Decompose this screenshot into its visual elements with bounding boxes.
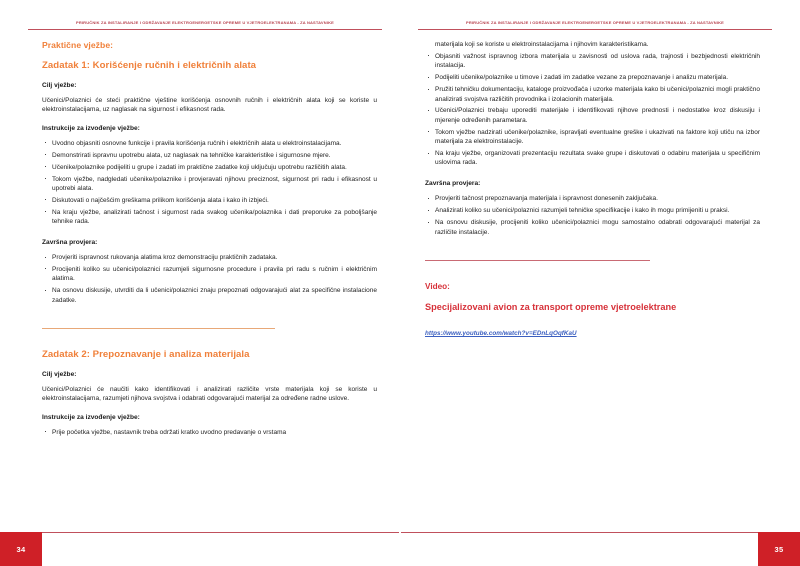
task1-goal-label: Cilj vježbe:	[42, 82, 77, 89]
right-text-column	[425, 40, 760, 340]
list-item: · Na kraju vježbe, organizovati prezentaciju rezultata svake grupe i diskutovati o odabiru materijala u specifičnim uslovima rada.	[425, 149, 760, 168]
page-gutter	[399, 0, 401, 566]
right-final-check-list	[425, 194, 760, 237]
list-item: · Uvodno objasniti osnovne funkcije i pravila korišćenja ručnih i električnih alata u elektroinstalacijama.	[42, 139, 377, 148]
right-instructions-list	[425, 40, 760, 168]
task1-instructions-label: Instrukcije za izvođenje vježbe:	[42, 124, 140, 132]
list-item: · Procijeniti koliko su učenici/polaznici razumjeli sigurnosne procedure i pravila pri radu s ručnim i električnim alatima.	[42, 265, 377, 284]
list-item: · Učenike/polaznike podijeliti u grupe i zadati im praktične zadatke koji uključuju upotrebu različitih alata.	[42, 163, 377, 172]
running-header-right	[418, 20, 772, 34]
footer-rule	[28, 532, 400, 533]
task2-instructions-list	[42, 428, 377, 437]
list-item: · Diskutovati o najčešćim greškama prilikom korišćenja alata i kako ih izbjeći.	[42, 196, 377, 205]
footer-rule	[400, 532, 772, 533]
page-number-left: 34	[0, 532, 42, 566]
list-item: · Na osnovu diskusije, procijeniti koliko učenici/polaznici mogu samostalno odabrati odgovarajući materijal za različite instalacije.	[425, 218, 760, 237]
list-item: · Prije početka vježbe, nastavnik treba održati kratko uvodno predavanje o vrstama	[42, 428, 377, 437]
page-right	[400, 0, 800, 566]
task1-final-check-label: Završna provjera:	[42, 239, 98, 247]
video-url-link[interactable]: https://www.youtube.com/watch?v=EDnLqOqfKaU	[425, 330, 577, 337]
task2-title: Zadatak 2: Prepoznavanje i analiza materijala	[42, 348, 250, 360]
list-item: · Učenici/Polaznici trebaju uporediti materijale i identifikovati njihove prednosti i nedostatke kroz diskusiju i mjerenje određenih parametara.	[425, 106, 760, 125]
left-text-column	[42, 40, 377, 440]
video-title: Specijalizovani avion za transport opreme vjetroelektrane	[425, 302, 677, 312]
task1-final-check-list	[42, 253, 377, 305]
task1-goal-text: Učenici/Polaznici će steći praktične vještine korišćenja osnovnih ručnih i električnih alata koji se koriste u elektroinstalacijama, uz naglasak na sigurnost i efikasnost rada.	[42, 97, 377, 114]
list-item: · Tokom vježbe nadzirati učenike/polaznike, ispravljati eventualne greške i ukazivati na faktore koji utiču na izbor materijala za elektroinstalacije.	[425, 128, 760, 147]
list-item: · Provjeriti tačnost prepoznavanja materijala i ispravnost donesenih zaključaka.	[425, 194, 760, 203]
list-item: · Demonstrirati ispravnu upotrebu alata, uz naglasak na tehničke karakteristike i sigurnosne mjere.	[42, 151, 377, 160]
list-item: · Tokom vježbe, nadgledati učenike/polaznike i provjeravati njihovu preciznost, sigurnost pri radu i efikasnost u upotrebi alata.	[42, 175, 377, 194]
list-item: · Objasniti važnost ispravnog izbora materijala u zavisnosti od uslova rada, trajnosti i bezbjednosti električnih instalacija.	[425, 52, 760, 71]
list-item: · Na osnovu diskusije, utvrditi da li učenici/polaznici znaju prepoznati odgovarajući alat za specifične instalacione zadatke.	[42, 286, 377, 305]
running-header-text: PRIRUČNIK ZA INSTALIRANJE I ODRŽAVANJE ELEKTROENERGETSKE OPREME U VJETROELEKTRANAMA - ZA NASTAVNIKE	[76, 20, 334, 25]
list-item: · Provjeriti ispravnost rukovanja alatima kroz demonstraciju praktičnih zadataka.	[42, 253, 377, 262]
header-rule	[28, 29, 382, 30]
video-label: Video:	[425, 282, 450, 291]
list-item: · Podijeliti učenike/polaznike u timove i zadati im zadatke vezane za prepoznavanje i analizu materijala.	[425, 73, 760, 82]
page-number-right: 35	[758, 532, 800, 566]
footer-right	[400, 525, 800, 566]
task2-goal-label: Cilj vježbe:	[42, 370, 77, 378]
right-final-check-label: Završna provjera:	[425, 180, 481, 188]
task1-instructions-list	[42, 139, 377, 227]
header-rule	[418, 29, 772, 30]
running-header-text: PRIRUČNIK ZA INSTALIRANJE I ODRŽAVANJE ELEKTROENERGETSKE OPREME U VJETROELEKTRANAMA - ZA NASTAVNIKE	[466, 20, 724, 25]
list-item: · Pružiti tehničku dokumentaciju, kataloge proizvođača i uzorke materijala kako bi učenici/polaznici mogli praktično analizirati svojstva različitih provodnika i izolacionih materijala.	[425, 85, 760, 104]
list-item: · Analizirati koliko su učenici/polaznici razumjeli tehničke specifikacije i kako ih mogu primijeniti u praksi.	[425, 206, 760, 215]
task2-instructions-label: Instrukcije za izvođenje vježbe:	[42, 413, 140, 421]
task2-goal-text: Učenici/Polaznici će naučiti kako identifikovati i analizirati različite vrste materijala koji se koriste u elektroinstalacijama, razumjeti njihova svojstva i odabrati odgovarajući materijal za određene radne uslove.	[42, 385, 377, 403]
task1-title: Zadatak 1: Korišćenje ručnih i električnih alata	[42, 60, 257, 71]
section-title: Praktične vježbe:	[42, 40, 114, 50]
footer-left	[0, 525, 400, 566]
running-header-left	[28, 20, 382, 34]
list-item: · Na kraju vježbe, analizirati tačnost i sigurnost rada svakog učenika/polaznika i dati preporuke za poboljšanje tehnike rada.	[42, 208, 377, 227]
continuation-text: materijala koji se koriste u elektroinstalacijama i njihovim karakteristikama.	[435, 41, 649, 48]
